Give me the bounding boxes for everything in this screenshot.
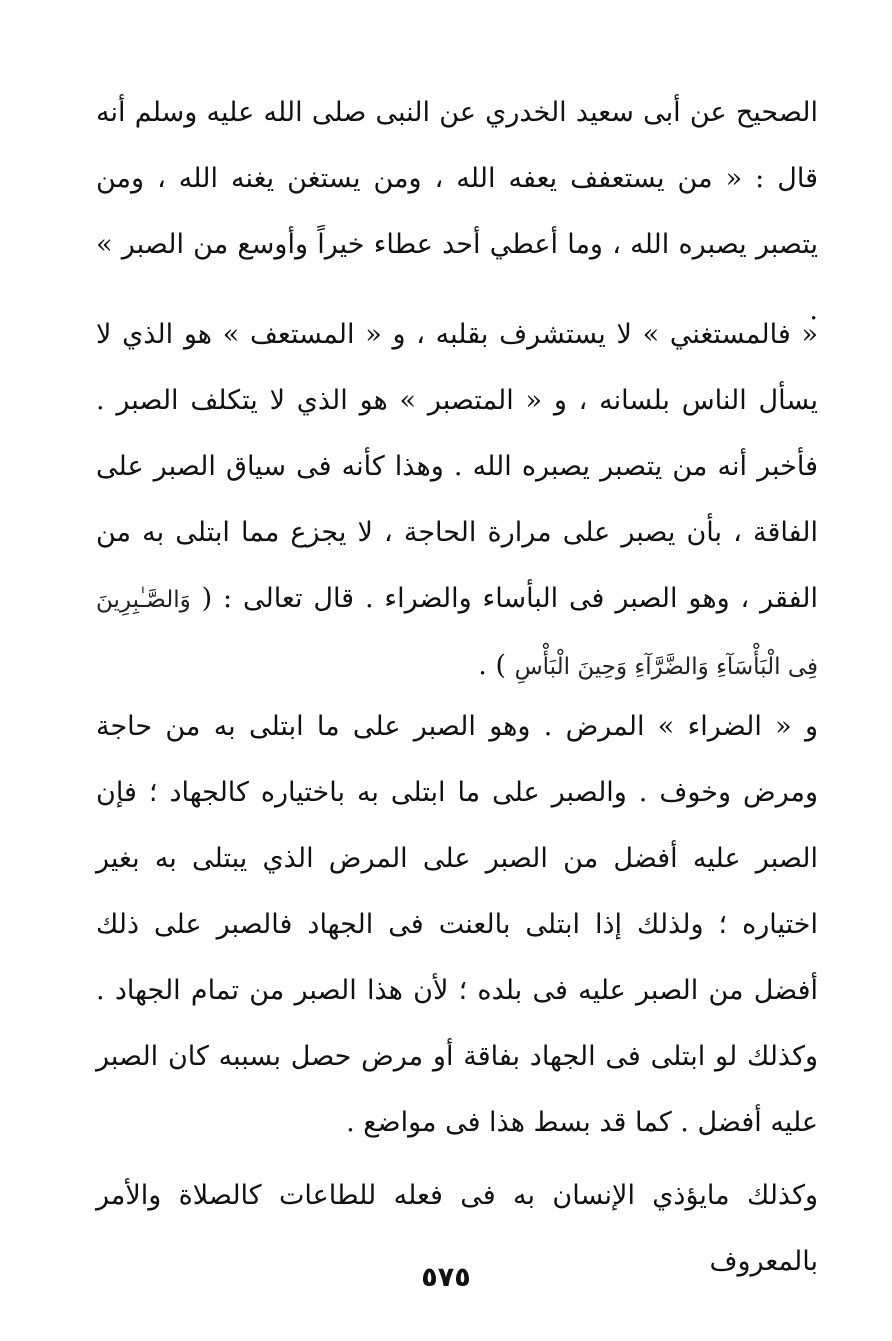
- text-before-verse: « فالمستغني » لا يستشرف بقلبه ، و « المستعف » هو الذي لا يسأل الناس بلسانه ، و « المتصبر » هو الذي لا يتكلف الصبر . فأخبر أنه من يتصبر يصبره الله . وهذا كأنه فى سياق الصبر على الفاقة ، بأن يصبر على مرارة الحاجة ، لا يجزع مما ابتلى به من الفقر ، وهو الصبر فى البأساء والضراء . قال تعالى : (: [96, 319, 818, 614]
- page-number: ٥٧٥: [421, 1262, 471, 1293]
- paragraph-text-with-verse: [96, 302, 818, 700]
- text-after-verse: ) .: [478, 650, 506, 681]
- paragraph-darra: [96, 694, 818, 1156]
- paragraph-text: وكذلك مايؤذي الإنسان به فى فعله للطاعات كالصلاة والأمر بالمعروف: [96, 1180, 818, 1277]
- paragraph-explanation: [96, 302, 818, 700]
- paragraph-text: و « الضراء » المرض . وهو الصبر على ما ابتلى به من حاجة ومرض وخوف . والصبر على ما ابتلى به باختياره كالجهاد ؛ فإن الصبر عليه أفضل من الصبر على المرض الذي يبتلى به بغير اختياره ؛ ولذلك إذا ابتلى بالعنت فى الجهاد فالصبر على ذلك أفضل من الصبر عليه فى بلده ؛ لأن هذا الصبر من تمام الجهاد . وكذلك لو ابتلى فى الجهاد بفاقة أو مرض حصل بسببه كان الصبر عليه أفضل . كما قد بسط هذا فى مواضع .: [96, 711, 818, 1138]
- quran-verse: وَالصَّـٰبِرِينَ فِى الْبَأْسَآءِ وَالضَّرَّآءِ وَحِينَ الْبَأْسِ: [96, 587, 818, 680]
- paragraph-text: الصحيح عن أبى سعيد الخدري عن النبى صلى الله عليه وسلم أنه قال : « من يستعفف يعفه الله ، ومن يستغن يغنه الله ، ومن يتصبر يصبره الله ، وما أعطي أحد عطاء خيراً وأوسع من الصبر » .: [96, 97, 818, 326]
